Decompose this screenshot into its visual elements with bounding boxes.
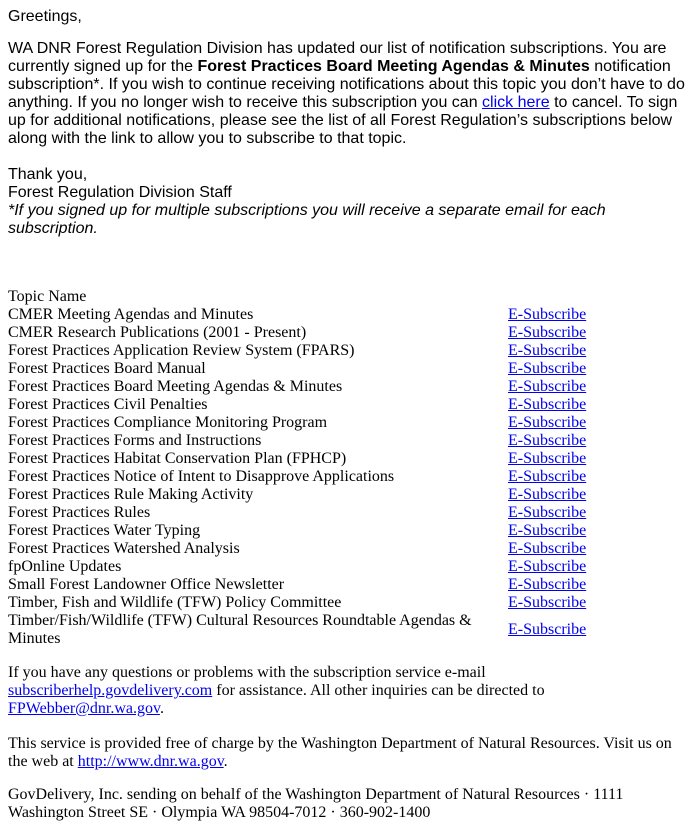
multiple-subscriptions-note: *If you signed up for multiple subscriptions you will receive a separate email for each subscription. [8,202,606,237]
subscription-table [8,288,692,648]
topic-name: Forest Practices Application Review System (FPARS) [8,342,355,359]
e-subscribe-link[interactable]: E-Subscribe [508,360,587,377]
e-subscribe-link[interactable]: E-Subscribe [508,432,587,449]
intro-text-1: WA DNR Forest Regulation Division has updated our list of notification subscriptions. You are currently signed up for the [8,40,667,75]
table-row [8,468,692,486]
intro-text-3: to cancel. To sign up for additional notifications, please see the list of all Forest Regulation’s subscriptions below along with the link to allow you to subscribe to that topic. [8,94,678,147]
service-paragraph [8,735,692,771]
e-subscribe-link[interactable]: E-Subscribe [508,522,587,539]
topic-name: Timber/Fish/Wildlife (TFW) Cultural Resources Roundtable Agendas & Minutes [8,612,472,647]
questions-text-1: If you have any questions or problems with the subscription service e-mail [8,664,486,681]
table-header-row [8,288,692,306]
fpwebber-email-link[interactable]: FPWebber@dnr.wa.gov [8,700,160,717]
table-row [8,324,692,342]
e-subscribe-link[interactable]: E-Subscribe [508,621,587,638]
table-row [8,540,692,558]
staff-text: Forest Regulation Division Staff [8,184,232,201]
e-subscribe-link[interactable]: E-Subscribe [508,504,587,521]
questions-text-2: for assistance. All other inquiries can be directed to [212,682,545,699]
table-row [8,432,692,450]
subscribe-cell [508,378,692,396]
e-subscribe-link[interactable]: E-Subscribe [508,324,587,341]
subscribe-cell [508,486,692,504]
topic-name: CMER Meeting Agendas and Minutes [8,306,254,323]
e-subscribe-link[interactable]: E-Subscribe [508,306,587,323]
table-row [8,342,692,360]
subscribe-cell [508,306,692,324]
topic-name: Forest Practices Compliance Monitoring Program [8,414,328,431]
topic-name: Timber, Fish and Wildlife (TFW) Policy Committee [8,594,342,611]
subscribe-cell [508,324,692,342]
subscribe-cell [508,576,692,594]
e-subscribe-link[interactable]: E-Subscribe [508,396,587,413]
topic-name: Forest Practices Civil Penalties [8,396,208,413]
subscribe-cell [508,540,692,558]
topic-name: Forest Practices Water Typing [8,522,201,539]
table-row [8,360,692,378]
service-text-1: This service is provided free of charge by the Washington Department of Natural Resources. Visit us on the web at [8,735,672,770]
table-row [8,504,692,522]
subscribe-cell [508,594,692,612]
topic-name: Forest Practices Board Manual [8,360,206,377]
topic-name-header: Topic Name [8,288,87,305]
e-subscribe-link[interactable]: E-Subscribe [508,450,587,467]
table-row [8,576,692,594]
topic-name: Small Forest Landowner Office Newsletter [8,576,285,593]
govdelivery-address: GovDelivery, Inc. sending on behalf of the Washington Department of Natural Resources · 1111 Washington Street SE · Olympia WA 98504-7012 · 360-902-1400 [8,786,624,821]
table-row [8,594,692,612]
subscribe-cell [508,432,692,450]
cancel-link[interactable]: click here [482,94,550,111]
signoff [8,166,692,238]
subscribe-cell [508,414,692,432]
topic-name: Forest Practices Rules [8,504,151,521]
e-subscribe-link[interactable]: E-Subscribe [508,576,587,593]
table-row [8,306,692,324]
table-row [8,558,692,576]
questions-text-3: . [159,700,164,717]
topic-name: Forest Practices Notice of Intent to Disapprove Applications [8,468,395,485]
subscribe-cell [508,612,692,648]
subscribe-cell [508,450,692,468]
subscriber-help-link[interactable]: subscriberhelp.govdelivery.com [8,682,213,699]
e-subscribe-link[interactable]: E-Subscribe [508,558,587,575]
subscribe-cell [508,468,692,486]
e-subscribe-link[interactable]: E-Subscribe [508,486,587,503]
thanks-text: Thank you, [8,166,88,183]
subscribe-cell [508,342,692,360]
topic-name: Forest Practices Rule Making Activity [8,486,254,503]
questions-paragraph [8,664,692,718]
intro-text-2: notification subscription*. If you wish to continue receiving notifications about this topic you don’t have to do anything. If you no longer wish to receive this subscription you can [8,58,685,111]
e-subscribe-link[interactable]: E-Subscribe [508,594,587,611]
subscribe-cell [508,396,692,414]
table-row [8,414,692,432]
table-row [8,396,692,414]
subscribe-cell [508,504,692,522]
service-text-2: . [223,753,228,770]
topic-name: Forest Practices Watershed Analysis [8,540,240,557]
subscription-name: Forest Practices Board Meeting Agendas & Minutes [197,58,590,75]
e-subscribe-link[interactable]: E-Subscribe [508,378,587,395]
subscribe-cell [508,360,692,378]
topic-name: Forest Practices Forms and Instructions [8,432,262,449]
table-row [8,378,692,396]
intro-paragraph [8,40,692,148]
topic-name: CMER Research Publications (2001 - Present) [8,324,307,341]
dnr-website-link[interactable]: http://www.dnr.wa.gov [77,753,224,770]
table-row [8,522,692,540]
e-subscribe-link[interactable]: E-Subscribe [508,468,587,485]
e-subscribe-link[interactable]: E-Subscribe [508,414,587,431]
topic-name: fpOnline Updates [8,558,122,575]
subscribe-cell [508,558,692,576]
e-subscribe-link[interactable]: E-Subscribe [508,342,587,359]
table-row [8,450,692,468]
table-row [8,612,692,648]
subscribe-cell [508,522,692,540]
topic-name: Forest Practices Habitat Conservation Plan (FPHCP) [8,450,347,467]
table-row [8,486,692,504]
e-subscribe-link[interactable]: E-Subscribe [508,540,587,557]
topic-name: Forest Practices Board Meeting Agendas & Minutes [8,378,343,395]
greeting: Greetings, [8,8,82,25]
